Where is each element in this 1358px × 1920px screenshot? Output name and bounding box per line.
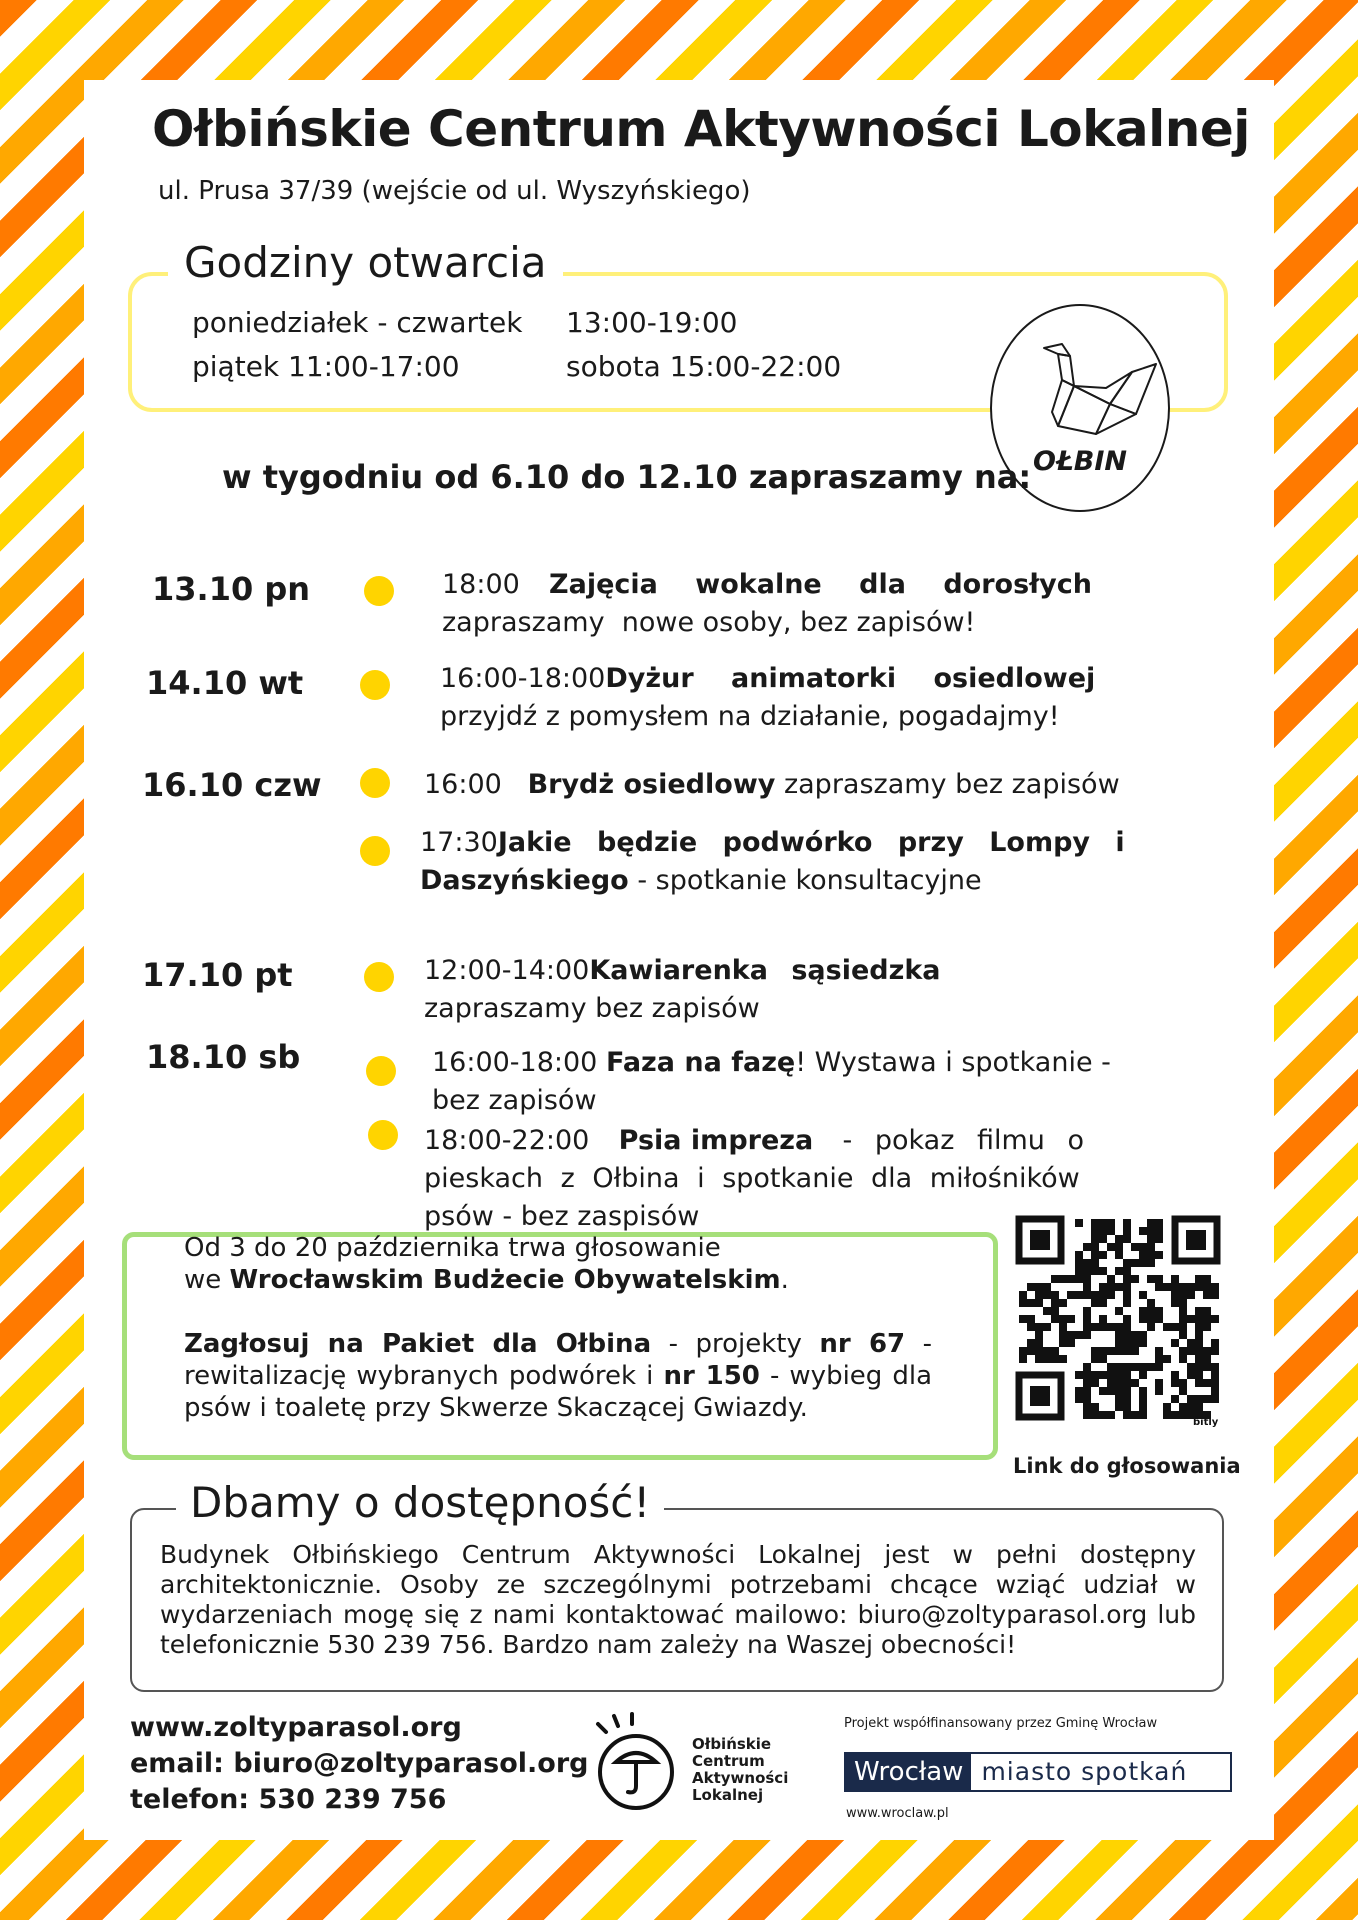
event-note: ! Wystawa i spotkanie - [795, 1047, 1111, 1078]
event-item [440, 660, 1096, 736]
qr-link-label: Link do głosowania [1013, 1454, 1241, 1478]
event-note: - spotkanie konsultacyjne [637, 865, 982, 896]
event-time: 16:00-18:00 [440, 663, 606, 694]
accessibility-heading: Dbamy o dostępność! [176, 1478, 664, 1527]
date-17-10: 17.10 pt [142, 956, 293, 994]
event-title: Psia impreza [618, 1125, 814, 1156]
origami-swan-icon [1040, 342, 1160, 442]
event-title: Dyżur animatorki osiedlowej [605, 663, 1096, 694]
bullet-dot [360, 836, 390, 866]
bullet-dot [366, 1056, 396, 1086]
event-item [424, 766, 1120, 804]
event-time: 18:00-22:00 [424, 1125, 590, 1156]
wroclaw-url[interactable]: www.wroclaw.pl [846, 1806, 949, 1821]
voting-line-1: Od 3 do 20 października trwa głosowanie [184, 1233, 721, 1263]
wroclaw-logo [844, 1752, 1232, 1792]
event-title: Jakie będzie podwórko przy Lompy i [497, 827, 1125, 858]
date-16-10: 16.10 czw [142, 766, 322, 804]
event-item [424, 1122, 1084, 1236]
event-title: Zajęcia wokalne dla dorosłych [549, 569, 1092, 600]
date-13-10: 13.10 pn [152, 570, 311, 608]
voting-paragraph: Zagłosuj na Pakiet dla Ołbina - projekty nr 67 - rewitalizację wybranych podwórek i nr 150 - wybieg dla psów i toaletę przy Skwerze Skaczącej Gwiazdy. [184, 1329, 933, 1423]
qr-code-icon [1015, 1215, 1225, 1429]
event-note-line2: pieskach z Ołbina i spotkanie dla miłośników [424, 1163, 1080, 1194]
week-heading: w tygodniu od 6.10 do 12.10 zapraszamy na: [222, 458, 1032, 496]
bullet-dot [360, 670, 390, 700]
qr-brand: bitly [1193, 1417, 1219, 1428]
website-link[interactable]: www.zoltyparasol.org [130, 1712, 462, 1743]
event-time: 16:00 [424, 769, 502, 800]
event-time: 18:00 [442, 569, 520, 600]
phone-contact[interactable]: telefon: 530 239 756 [130, 1784, 447, 1815]
event-note-cont: bez zapisów [432, 1085, 597, 1116]
event-time: 17:30 [420, 827, 498, 858]
event-title: Faza na fazę [605, 1047, 796, 1078]
event-note: - pokaz filmu o [842, 1125, 1084, 1156]
ocal-logo-text: Ołbińskie Centrum Aktywności Lokalnej [692, 1735, 789, 1804]
event-item [432, 1044, 1111, 1120]
wroclaw-logo-slogan: miasto spotkań [981, 1757, 1188, 1786]
event-note: zapraszamy nowe osoby, bez zapisów! [442, 607, 976, 638]
event-title: Brydż osiedlowy [527, 769, 776, 800]
wroclaw-logo-city: Wrocław [846, 1754, 971, 1790]
bullet-dot [368, 1120, 398, 1150]
date-18-10: 18.10 sb [146, 1038, 301, 1076]
opening-hours-heading: Godziny otwarcia [168, 238, 563, 287]
voting-info-text [184, 1232, 932, 1424]
hours-weekdays: poniedziałek - czwartek [192, 306, 523, 339]
voting-qr-code[interactable] [1015, 1215, 1225, 1429]
event-note-line3: psów - bez zaspisów [424, 1201, 700, 1232]
event-note: zapraszamy bez zapisów [783, 769, 1120, 800]
event-note: zapraszamy bez zapisów [424, 993, 760, 1024]
event-time: 16:00-18:00 [432, 1047, 598, 1078]
event-title-cont: Daszyńskiego [420, 865, 629, 896]
umbrella-logo [592, 1712, 682, 1812]
voting-line-2: we Wrocławskim Budżecie Obywatelskim. [184, 1265, 789, 1295]
cofinancing-note: Projekt współfinansowany przez Gminę Wrocław [844, 1716, 1158, 1731]
date-14-10: 14.10 wt [146, 664, 304, 702]
event-title: Kawiarenka sąsiedzka [589, 955, 941, 986]
event-item [442, 566, 1092, 642]
umbrella-icon [592, 1712, 682, 1812]
event-item [420, 824, 1125, 900]
page-title: Ołbińskie Centrum Aktywności Lokalnej [152, 100, 1250, 158]
event-item [424, 952, 941, 1028]
bullet-dot [360, 768, 390, 798]
hours-friday: piątek 11:00-17:00 [192, 350, 460, 383]
event-time: 12:00-14:00 [424, 955, 590, 986]
address: ul. Prusa 37/39 (wejście od ul. Wyszyńskiego) [158, 176, 751, 206]
event-note: przyjdź z pomysłem na działanie, pogadajmy! [440, 701, 1060, 732]
hours-weekdays-time: 13:00-19:00 [566, 306, 738, 339]
bullet-dot [364, 962, 394, 992]
bullet-dot [364, 576, 394, 606]
olbin-logo-text: OŁBIN [1033, 446, 1127, 477]
email-contact[interactable]: email: biuro@zoltyparasol.org [130, 1748, 589, 1779]
hours-saturday: sobota 15:00-22:00 [566, 350, 842, 383]
accessibility-text: Budynek Ołbińskiego Centrum Aktywności Lokalnej jest w pełni dostępny architektonicznie. Osoby ze szczególnymi potrzebami chcące wziąć udział w wydarzeniach mogę się z nami kontaktować mailowo: biuro@zoltyparasol.org lub telefonicznie 530 239 756. Bardzo nam zależy na Waszej obecności! [160, 1540, 1196, 1659]
